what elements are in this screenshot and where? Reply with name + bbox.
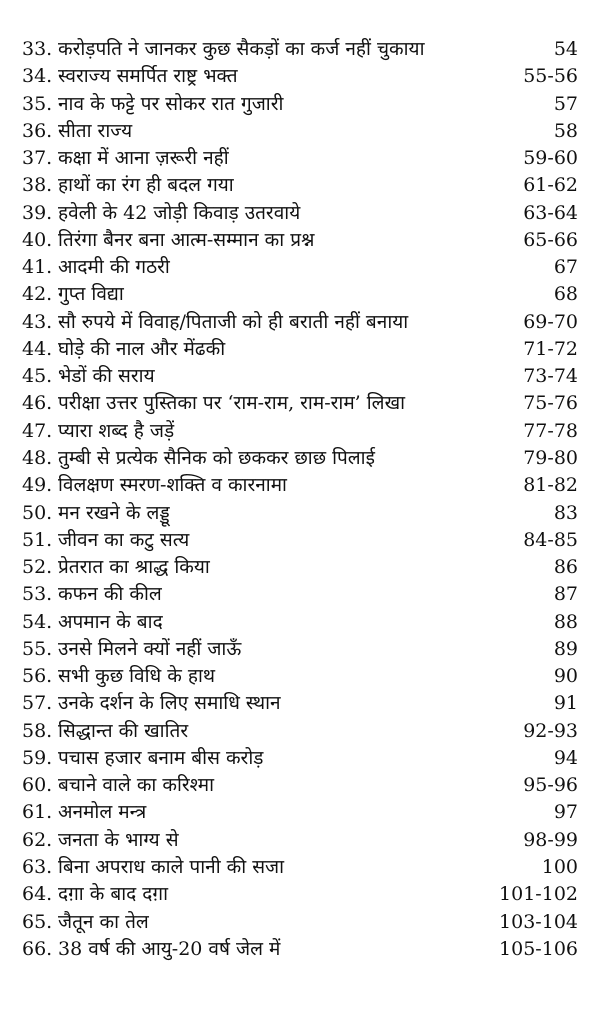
entry-number: 47.: [22, 419, 53, 442]
entry-page: 105-106: [499, 937, 578, 960]
entry-number: 44.: [22, 337, 53, 360]
entry-number: 37.: [22, 147, 53, 170]
entry-page: 98-99: [523, 828, 578, 851]
toc-entry: [0, 745, 600, 772]
entry-number: 42.: [22, 283, 53, 306]
entry-page: 83: [553, 501, 578, 524]
toc-entry: [0, 663, 600, 690]
entry-title: सीता राज्य: [58, 119, 133, 142]
entry-number: 63.: [22, 855, 53, 878]
entry-number: 48.: [22, 446, 53, 469]
entry-page: 89: [553, 637, 578, 660]
entry-page: 90: [553, 665, 578, 688]
entry-number: 62.: [22, 828, 53, 851]
entry-title: परीक्षा उत्तर पुस्तिका पर ‘राम-राम, राम-राम’ लिखा: [58, 392, 406, 415]
toc-entry: [0, 390, 600, 417]
entry-title: सिद्धान्त की खातिर: [58, 719, 189, 742]
entry-number: 35.: [22, 92, 53, 115]
entry-number: 52.: [22, 556, 53, 579]
entry-title: सभी कुछ विधि के हाथ: [58, 665, 216, 688]
toc-entry: [0, 445, 600, 472]
entry-page: 77-78: [523, 419, 578, 442]
entry-number: 60.: [22, 774, 53, 797]
entry-page: 81-82: [523, 474, 578, 497]
toc-entry: [0, 527, 600, 554]
entry-number: 64.: [22, 883, 53, 906]
toc-entry: [0, 336, 600, 363]
entry-title: जनता के भाग्य से: [58, 828, 179, 851]
entry-number: 53.: [22, 583, 53, 606]
toc-entry: [0, 690, 600, 717]
toc-entry: [0, 936, 600, 963]
entry-page: 91: [553, 692, 578, 715]
entry-page: 84-85: [523, 528, 578, 551]
entry-page: 57: [553, 92, 578, 115]
entry-title: हाथों का रंग ही बदल गया: [58, 174, 234, 197]
entry-page: 55-56: [523, 65, 578, 88]
toc-entry: [0, 799, 600, 826]
entry-title: तिरंगा बैनर बना आत्म-सम्मान का प्रश्न: [58, 228, 315, 251]
entry-title: घोड़े की नाल और मेंढकी: [58, 337, 226, 360]
entry-title: जैतून का तेल: [58, 910, 149, 933]
entry-page: 68: [553, 283, 578, 306]
entry-title: जीवन का कटु सत्य: [58, 528, 190, 551]
entry-title: विलक्षण स्मरण-शक्ति व कारनामा: [58, 474, 287, 497]
entry-page: 94: [553, 746, 578, 769]
entry-page: 63-64: [523, 201, 578, 224]
entry-page: 71-72: [523, 337, 578, 360]
entry-number: 61.: [22, 801, 53, 824]
toc-entry: [0, 554, 600, 581]
toc-entry: [0, 581, 600, 608]
entry-number: 50.: [22, 501, 53, 524]
entry-page: 65-66: [523, 228, 578, 251]
entry-number: 66.: [22, 937, 53, 960]
toc-entry: [0, 609, 600, 636]
toc-entry: [0, 172, 600, 199]
entry-number: 38.: [22, 174, 53, 197]
entry-title: आदमी की गठरी: [58, 256, 170, 279]
entry-title: हवेली के 42 जोड़ी किवाड़ उतरवाये: [58, 201, 301, 224]
entry-title: मन रखने के लड्डू: [58, 501, 170, 524]
entry-title: बचाने वाले का करिश्मा: [58, 774, 215, 797]
entry-number: 55.: [22, 637, 53, 660]
entry-number: 65.: [22, 910, 53, 933]
entry-number: 49.: [22, 474, 53, 497]
entry-number: 40.: [22, 228, 53, 251]
entry-page: 75-76: [523, 392, 578, 415]
entry-number: 34.: [22, 65, 53, 88]
toc-entry: [0, 772, 600, 799]
entry-page: 95-96: [523, 774, 578, 797]
entry-page: 92-93: [523, 719, 578, 742]
entry-page: 61-62: [523, 174, 578, 197]
entry-title: तुम्बी से प्रत्येक सैनिक को छककर छाछ पिलाई: [58, 446, 375, 469]
entry-title: 38 वर्ष की आयु-20 वर्ष जेल में: [58, 937, 281, 960]
toc-entry: [0, 254, 600, 281]
toc-entry: [0, 63, 600, 90]
entry-title: गुप्त विद्या: [58, 283, 124, 306]
toc-entry: [0, 827, 600, 854]
table-of-contents: [0, 36, 600, 963]
entry-title: बिना अपराध काले पानी की सजा: [58, 855, 285, 878]
entry-title: प्यारा शब्द है जड़ें: [58, 419, 175, 442]
toc-entry: [0, 309, 600, 336]
entry-page: 79-80: [523, 446, 578, 469]
entry-number: 45.: [22, 365, 53, 388]
entry-title: दग़ा के बाद दग़ा: [58, 883, 168, 906]
entry-page: 97: [553, 801, 578, 824]
entry-page: 100: [541, 855, 578, 878]
entry-page: 59-60: [523, 147, 578, 170]
entry-page: 67: [553, 256, 578, 279]
entry-title: करोड़पति ने जानकर कुछ सैकड़ों का कर्ज नहीं चुकाया: [58, 38, 425, 60]
entry-title: प्रेतरात का श्राद्ध किया: [58, 556, 210, 579]
entry-number: 51.: [22, 528, 53, 551]
toc-entry: [0, 227, 600, 254]
toc-entry: [0, 200, 600, 227]
entry-page: 86: [553, 556, 578, 579]
toc-entry: [0, 91, 600, 118]
entry-title: पचास हजार बनाम बीस करोड़: [58, 746, 264, 769]
entry-title: नाव के फट्टे पर सोकर रात गुजारी: [58, 92, 284, 115]
entry-number: 57.: [22, 692, 53, 715]
toc-entry: [0, 118, 600, 145]
entry-title: भेडों की सराय: [58, 365, 155, 388]
toc-entry: [0, 472, 600, 499]
entry-title: अनमोल मन्त्र: [58, 801, 147, 824]
entry-number: 56.: [22, 665, 53, 688]
entry-number: 43.: [22, 310, 53, 333]
entry-page: 73-74: [523, 365, 578, 388]
toc-entry: [0, 718, 600, 745]
entry-title: कफन की कील: [58, 583, 162, 606]
entry-page: 69-70: [523, 310, 578, 333]
entry-page: 103-104: [499, 910, 578, 933]
toc-entry: [0, 363, 600, 390]
entry-number: 54.: [22, 610, 53, 633]
entry-page: 87: [553, 583, 578, 606]
entry-number: 58.: [22, 719, 53, 742]
toc-entry: [0, 854, 600, 881]
entry-number: 41.: [22, 256, 53, 279]
entry-title: सौ रुपये में विवाह/पिताजी को ही बराती नहीं बनाया: [58, 310, 409, 333]
entry-page: 88: [553, 610, 578, 633]
toc-entry: [0, 145, 600, 172]
entry-title: कक्षा में आना ज़रूरी नहीं: [58, 147, 229, 170]
entry-number: 33.: [22, 38, 53, 60]
entry-title: स्वराज्य समर्पित राष्ट्र भक्त: [58, 65, 238, 88]
entry-number: 36.: [22, 119, 53, 142]
toc-entry: [0, 881, 600, 908]
toc-entry: [0, 500, 600, 527]
toc-entry: [0, 909, 600, 936]
entry-title: उनके दर्शन के लिए समाधि स्थान: [58, 692, 281, 715]
toc-entry: [0, 36, 600, 63]
toc-entry: [0, 418, 600, 445]
entry-page: 101-102: [499, 883, 578, 906]
entry-title: उनसे मिलने क्यों नहीं जाऊँ: [58, 637, 242, 660]
toc-entry: [0, 281, 600, 308]
entry-number: 39.: [22, 201, 53, 224]
entry-number: 46.: [22, 392, 53, 415]
entry-page: 54: [553, 38, 578, 60]
entry-page: 58: [553, 119, 578, 142]
toc-entry: [0, 636, 600, 663]
entry-title: अपमान के बाद: [58, 610, 163, 633]
entry-number: 59.: [22, 746, 53, 769]
